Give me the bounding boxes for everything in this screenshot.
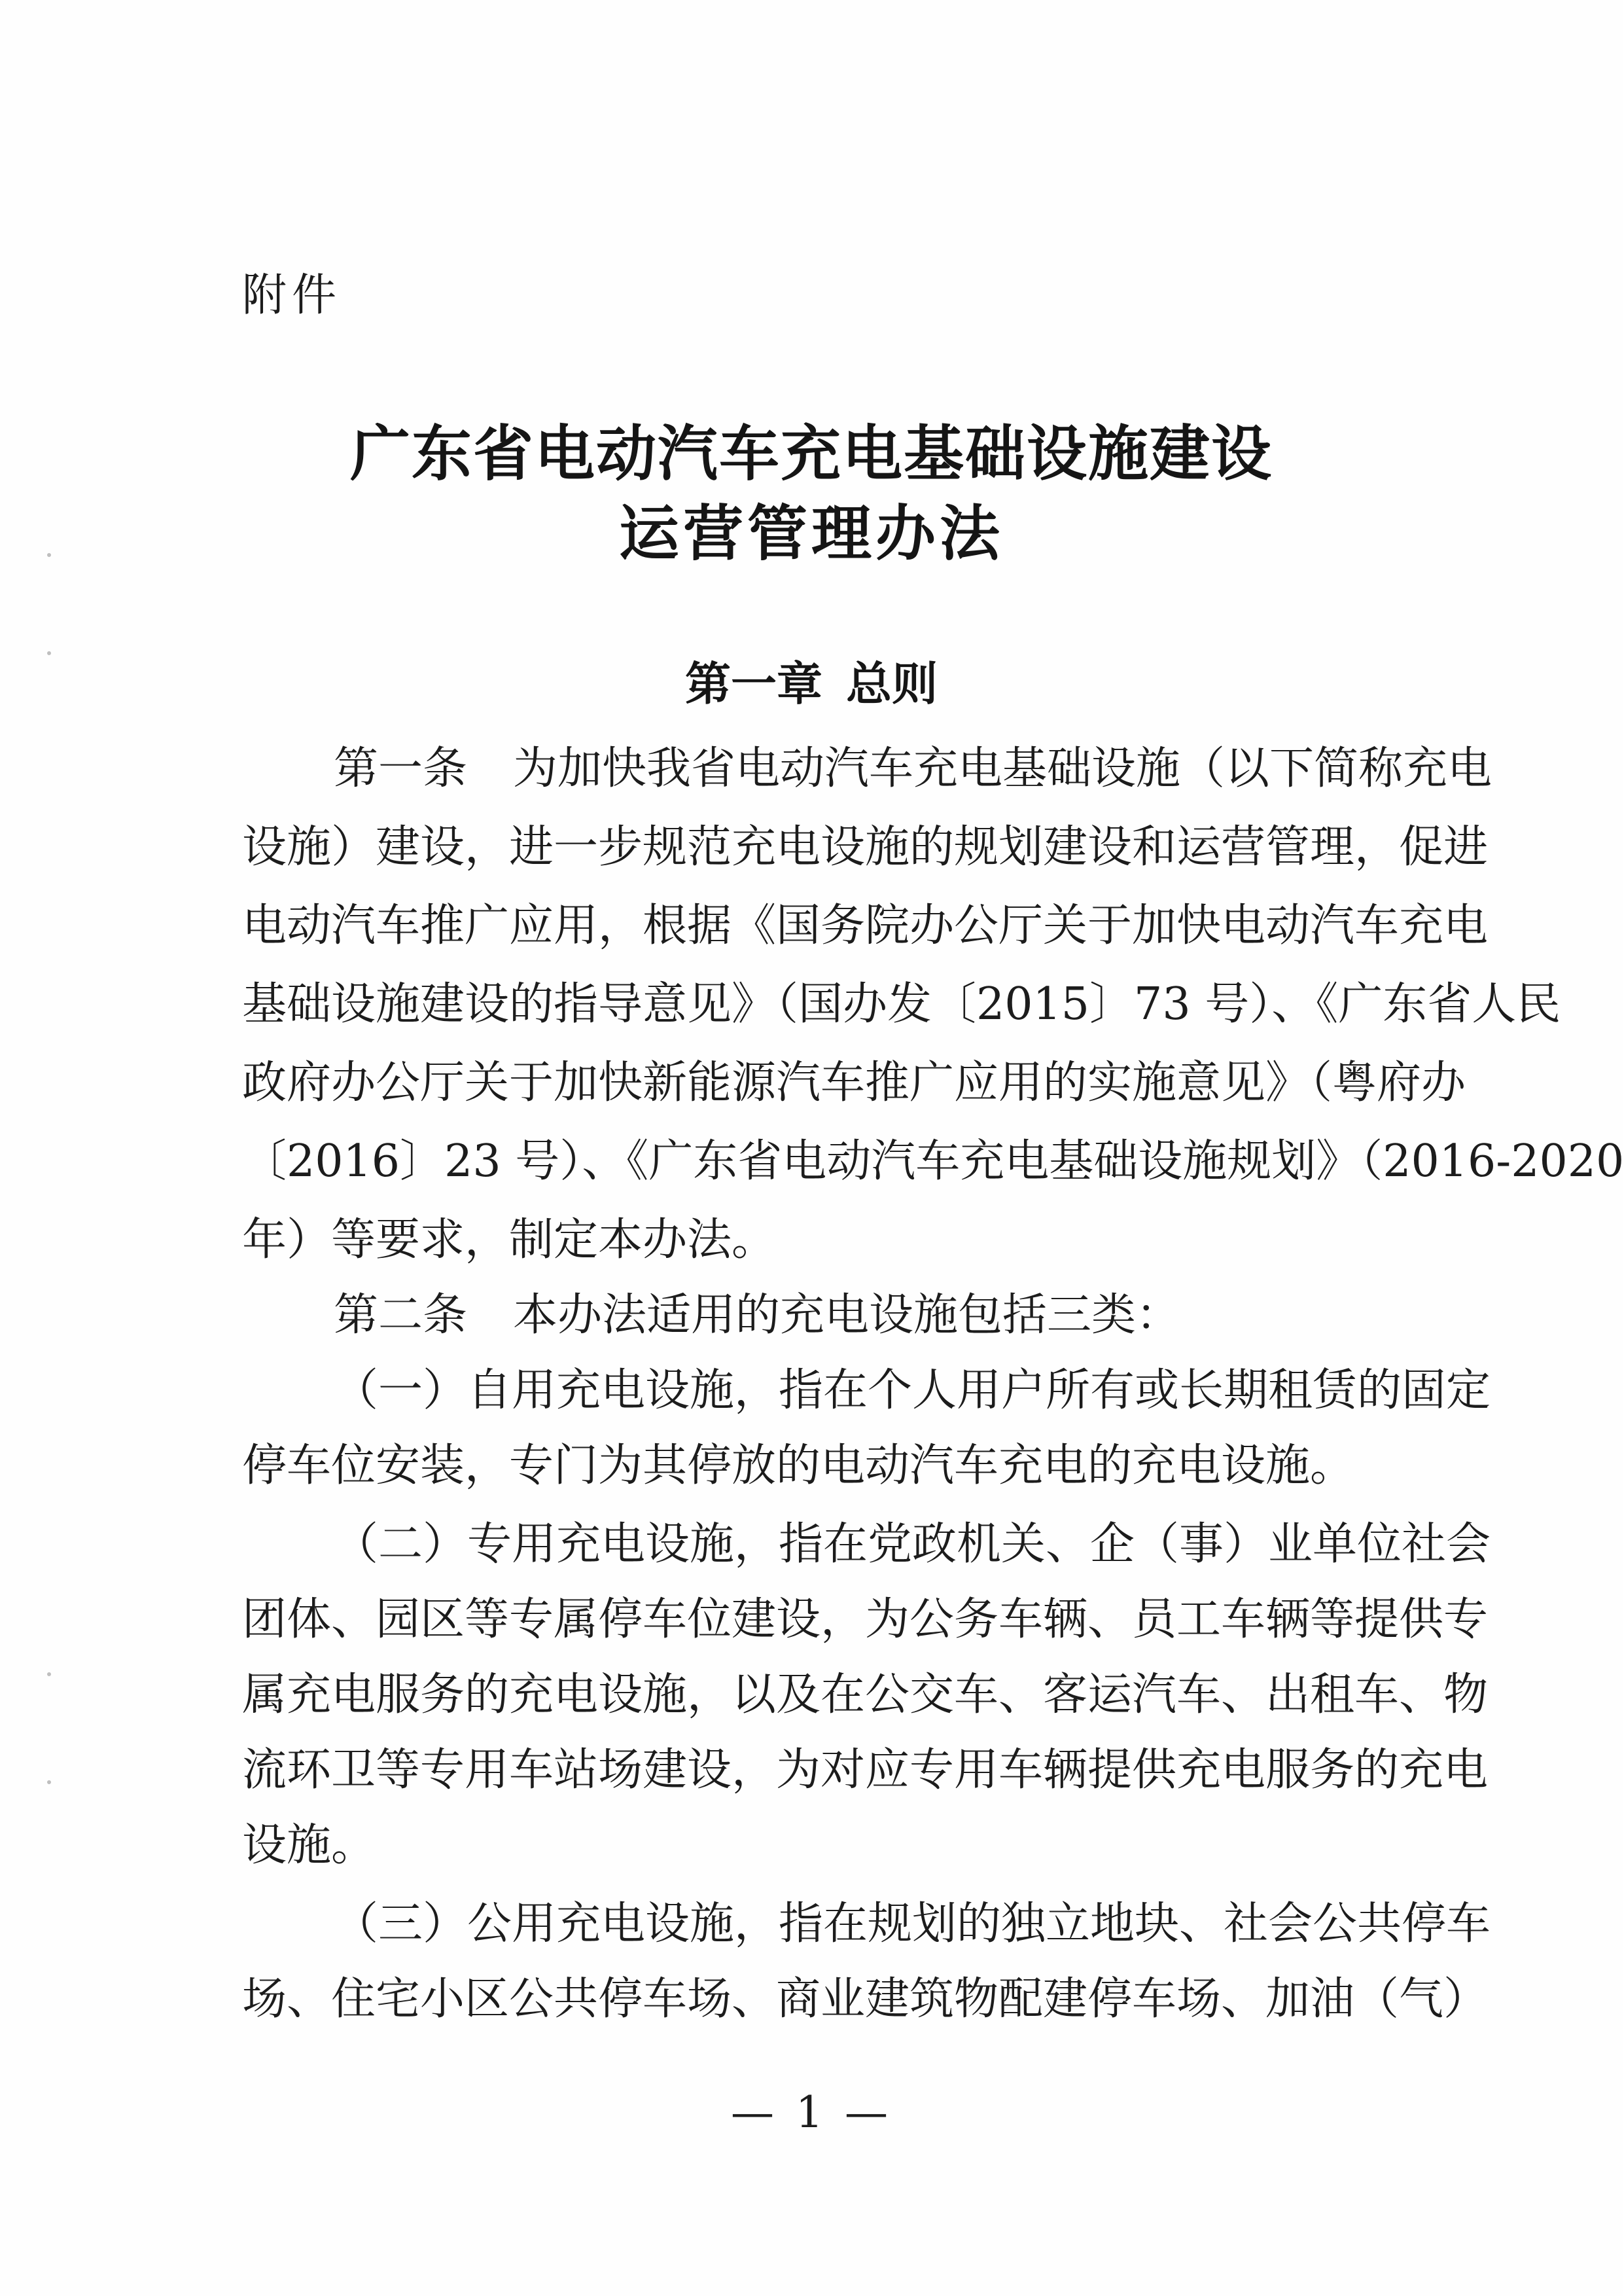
scan-artifact (47, 1780, 51, 1784)
article-1-line-5: 政府办公厅关于加快新能源汽车推广应用的实施意见》（粤府办 (242, 1057, 1466, 1109)
page-number: — 1 — (731, 2087, 892, 2138)
article-1-line-7: 年）等要求，制定本办法。 (242, 1214, 777, 1266)
article-2-item-2-line-5: 设施。 (242, 1820, 376, 1871)
article-2-intro: 本办法适用的充电设施包括三类： (513, 1289, 1181, 1341)
article-2-item-3-line-1: （三）公用充电设施，指在规划的独立地块、社会公共停车 (334, 1898, 1491, 1950)
article-1-text: 为加快我省电动汽车充电基础设施（以下简称充电 (513, 743, 1492, 795)
scan-artifact (47, 1672, 51, 1676)
article-1-line-1 (334, 740, 1492, 798)
article-2-line-1 (334, 1286, 1426, 1345)
article-1-line-4: 基础设施建设的指导意见》（国办发〔2015〕73 号）、《广东省人民 (242, 978, 1561, 1030)
article-2-item-2-line-3: 属充电服务的充电设施，以及在公交车、客运汽车、出租车、物 (242, 1669, 1489, 1721)
chapter-heading (0, 657, 1623, 711)
document-title-line-1: 广东省电动汽车充电基础设施建设 (349, 419, 1273, 489)
article-2-item-1-line-2: 停车位安装，专门为其停放的电动汽车充电的充电设施。 (242, 1440, 1355, 1492)
article-2-item-3-line-2: 场、住宅小区公共停车场、商业建筑物配建停车场、加油（气） (242, 1973, 1489, 2025)
article-2-heading: 第二条 (334, 1289, 468, 1341)
attachment-label: 附件 (242, 270, 342, 321)
chapter-name: 总则 (846, 657, 938, 711)
article-1-line-2: 设施）建设，进一步规范充电设施的规划建设和运营管理，促进 (242, 821, 1489, 873)
chapter-number: 第一章 (685, 657, 822, 711)
article-2-item-2-line-4: 流环卫等专用车站场建设，为对应专用车辆提供充电服务的充电 (242, 1744, 1489, 1796)
article-2-item-2-line-1: （二）专用充电设施，指在党政机关、企（事）业单位社会 (334, 1518, 1491, 1570)
article-1-line-6: 〔2016〕23 号）、《广东省电动汽车充电基础设施规划》（2016-2020 (242, 1136, 1624, 1187)
article-1-heading: 第一条 (334, 743, 468, 795)
scan-artifact (47, 553, 51, 557)
document-title-line-2: 运营管理办法 (618, 499, 1004, 569)
article-2-item-2-line-2: 团体、园区等专属停车位建设，为公务车辆、员工车辆等提供专 (242, 1594, 1489, 1645)
scan-artifact (47, 651, 51, 655)
article-1-line-3: 电动汽车推广应用，根据《国务院办公厅关于加快电动汽车充电 (242, 900, 1489, 952)
article-2-item-1-line-1: （一）自用充电设施，指在个人用户所有或长期租赁的固定 (334, 1365, 1491, 1416)
